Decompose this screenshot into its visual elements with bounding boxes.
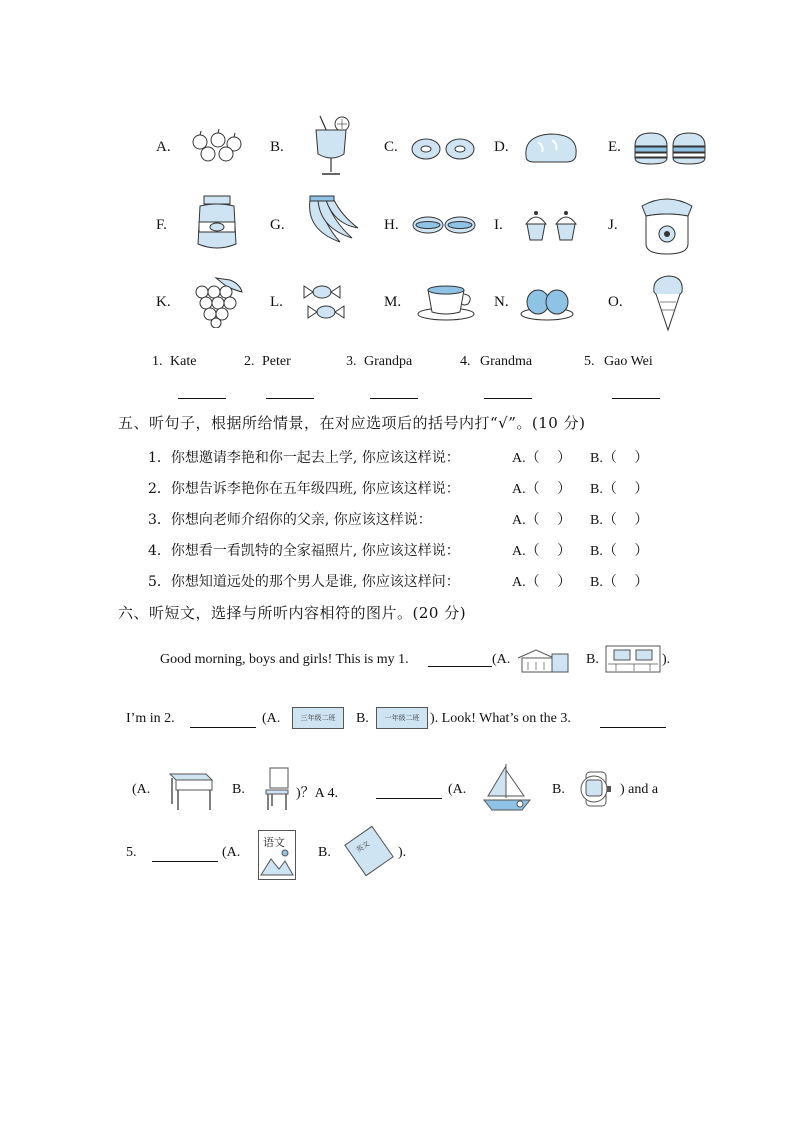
passage-blank-2[interactable] [190,727,256,728]
hamburgers-icon [632,130,710,168]
option-letter: I. [494,217,503,233]
option-letter: E. [608,139,621,155]
school-building-icon[interactable] [516,646,570,674]
answer-blank-4[interactable] [484,398,532,399]
option-letter: C. [384,139,398,155]
honey-jar-icon [194,194,240,254]
option-b-bracket[interactable]: B.（ ） [590,575,649,590]
option-a-bracket[interactable]: A.（ ） [512,575,572,590]
line-end: ). [398,845,407,860]
person-number: 5. [584,354,595,369]
passage-blank-4[interactable] [376,798,442,799]
option-a-bracket[interactable]: A.（ ） [512,544,572,559]
choice-b-label: B. [586,652,599,667]
choice-b-label: B. [232,782,245,797]
chinese-book-icon[interactable] [258,830,296,880]
section6-title: 六、听短文，选择与所听内容相符的图片。(20 分) [118,604,467,622]
option-b-bracket[interactable]: B.（ ） [590,482,649,497]
choice-b-label: B. [356,711,369,726]
option-letter: G. [270,217,285,233]
option-letter: F. [156,217,167,233]
option-b-bracket[interactable]: B.（ ） [590,451,649,466]
option-letter: M. [384,294,402,310]
juice-icon [310,114,354,178]
section5-title: 五、听句子，根据所给情景，在对应选项后的括号内打“√”。(10 分) [118,414,586,432]
class-sign-a[interactable]: 三年级二班 [292,707,344,729]
class-sign-b[interactable]: 一年级二班 [376,707,428,729]
option-letter: K. [156,294,171,310]
option-letter: A. [156,139,171,155]
person-number: 2. [244,354,255,369]
passage-text: ) and a [620,782,659,797]
section5-question: 1．你想邀请李艳和你一起去上学, 你应该这样说： [148,450,460,466]
answer-blank-1[interactable] [178,398,226,399]
person-number: 3. [346,354,357,369]
passage-text: 5. [126,845,137,860]
book-title: 英文 [354,839,372,855]
option-a-bracket[interactable]: A.（ ） [512,451,572,466]
option-a-bracket[interactable]: A.（ ） [512,482,572,497]
chair-icon[interactable] [262,766,292,812]
section5-question: 5．你想知道远处的那个男人是谁, 你应该这样问： [148,574,460,590]
english-book-icon[interactable] [342,826,394,876]
person-name: Kate [170,354,197,369]
passage-text: Good morning, boys and girls! This is my 1. [160,652,409,667]
option-a-bracket[interactable]: A.（ ） [512,513,572,528]
jam-jar-icon [638,192,696,256]
passage-blank-1[interactable] [428,666,492,667]
choice-a-label: (A. [262,711,281,726]
desk-icon[interactable] [166,766,214,812]
book-title: 语文 [263,836,285,849]
option-letter: J. [608,217,618,233]
passage-text: )？A 4. [296,786,338,801]
person-name: Gao Wei [604,354,653,369]
donuts-icon [410,136,476,162]
option-letter: H. [384,217,399,233]
person-name: Peter [262,354,291,369]
watch-icon[interactable] [574,770,618,808]
cupcakes-icon [522,208,582,244]
section5-question: 4．你想看一看凯特的全家福照片, 你应该这样说： [148,543,460,559]
choice-a-label: (A. [132,782,151,797]
answer-blank-2[interactable] [266,398,314,399]
line-end: ). [662,652,671,667]
person-name: Grandma [480,354,533,369]
boat-icon[interactable] [482,762,532,812]
section5-question: 3．你想向老师介绍你的父亲, 你应该这样说： [148,512,432,528]
option-letter: L. [270,294,283,310]
passage-blank-3[interactable] [600,727,666,728]
bananas-icon [304,194,360,246]
bread-icon [522,130,580,164]
coffee-cup-icon [416,278,476,322]
person-number: 4. [460,354,471,369]
section5-question: 2．你想告诉李艳你在五年级四班, 你应该这样说： [148,481,460,497]
eggs-icon [520,284,574,322]
classroom-icon[interactable] [604,644,662,674]
passage-text: ). Look! What’s on the 3. [430,711,571,726]
choice-a-label: (A. [222,845,241,860]
option-letter: O. [608,294,623,310]
choice-b-label: B. [552,782,565,797]
choice-a-label: (A. [492,652,511,667]
person-number: 1. [152,354,163,369]
answer-blank-5[interactable] [612,398,660,399]
choice-b-label: B. [318,845,331,860]
option-letter: B. [270,139,284,155]
apples-icon [186,128,246,164]
hotdogs-icon [412,214,476,236]
option-b-bracket[interactable]: B.（ ） [590,544,649,559]
ice-cream-icon [648,270,688,332]
option-b-bracket[interactable]: B.（ ） [590,513,649,528]
person-name: Grandpa [364,354,413,369]
grapes-icon [190,276,244,328]
candies-icon [296,280,352,326]
choice-a-label: (A. [448,782,467,797]
option-letter: D. [494,139,509,155]
passage-text: I’m in 2. [126,711,175,726]
answer-blank-3[interactable] [370,398,418,399]
passage-blank-5[interactable] [152,861,218,862]
option-letter: N. [494,294,509,310]
